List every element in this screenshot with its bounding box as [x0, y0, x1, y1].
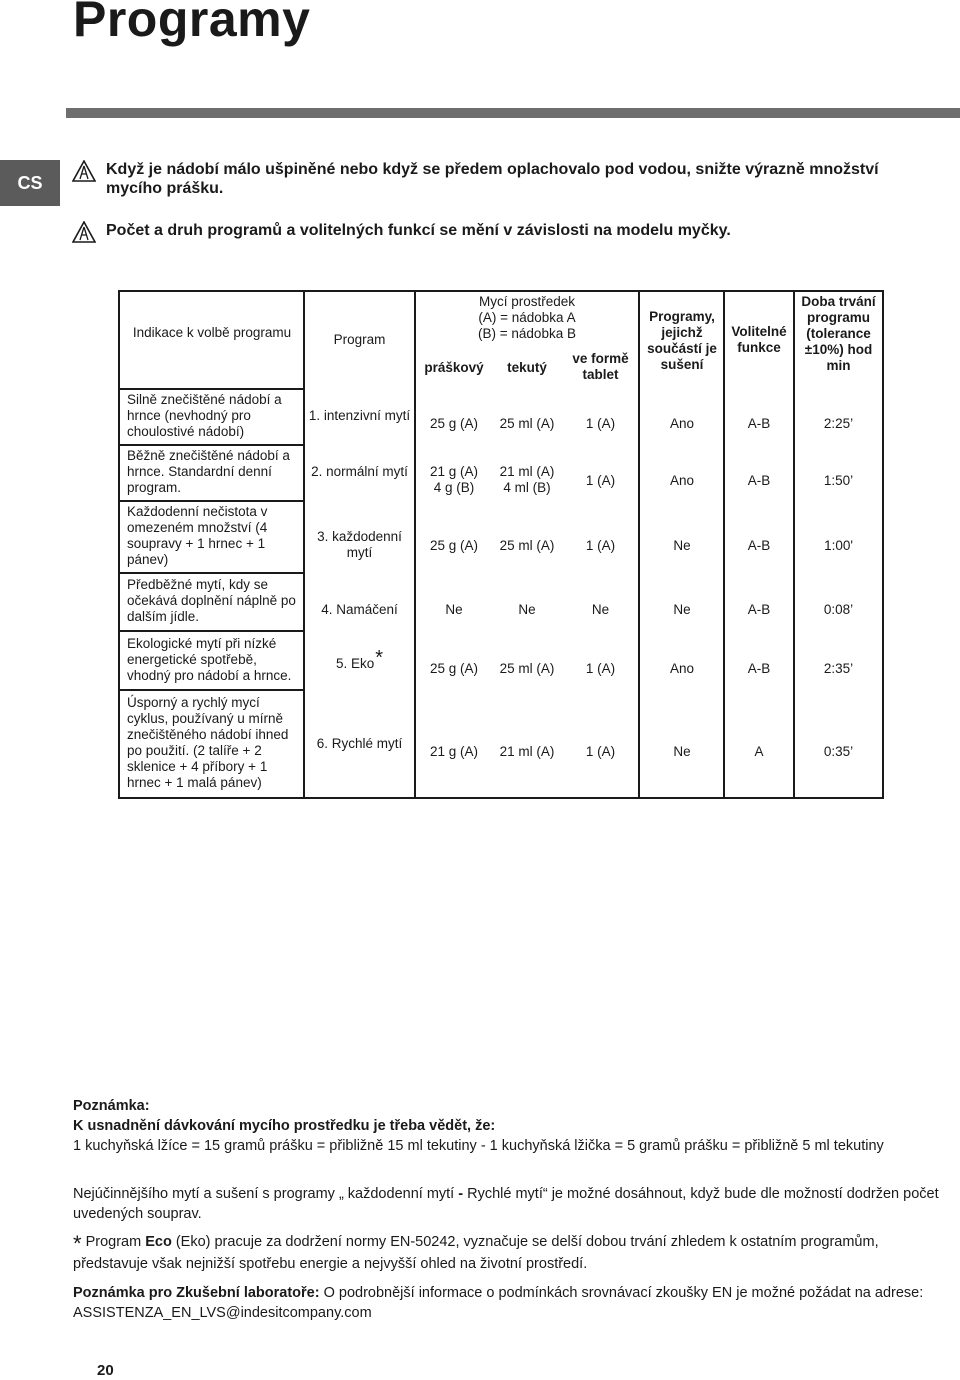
efficiency-paragraph [73, 1184, 943, 1224]
header-program: Program [333, 332, 386, 347]
header-optional: Volitelné funkce [731, 324, 787, 355]
row-drying: Ano [669, 473, 695, 488]
row-liquid: 25 ml (A) [499, 538, 555, 553]
header-tablet: ve formě tablet [572, 351, 629, 382]
row-program [306, 647, 413, 672]
eco-paragraph [73, 1232, 943, 1274]
row-separator [120, 630, 304, 632]
row-indication: Silně znečištěné nádobí a hrnce (nevhodný pro choulostivé nádobí) [127, 392, 282, 439]
row-tablet: 1 (A) [585, 416, 616, 431]
row-liquid: Ne [518, 602, 536, 617]
language-tab: CS [0, 160, 60, 206]
row-optional: A-B [747, 538, 771, 553]
row-program: 3. každodenní mytí [317, 529, 402, 560]
page-number: 20 [97, 1362, 114, 1379]
title-underline-bar [66, 108, 960, 118]
eco-bold: Eco [145, 1234, 172, 1250]
row-optional: A [754, 744, 764, 759]
warning-note-programs [72, 221, 892, 240]
row-liquid: 21 ml (A) 4 ml (B) [499, 464, 555, 495]
efficiency-dash: - [458, 1186, 464, 1202]
warning-triangle-icon [72, 221, 96, 243]
eco-text-a: Program [85, 1234, 146, 1250]
row-tablet: 1 (A) [585, 538, 616, 553]
header-detergent: Mycí prostředek (A) = nádobka A (B) = nádobka B [478, 294, 576, 341]
row-program: 1. intenzivní mytí [308, 408, 411, 423]
note-block [73, 1096, 943, 1156]
header-duration: Doba trvání programu (tolerance ±10%) hod min [801, 294, 876, 373]
row-duration: 1:50’ [823, 473, 854, 488]
row-separator [120, 689, 304, 691]
page-title: Programy [73, 0, 311, 47]
note-heading: Poznámka: [73, 1098, 150, 1114]
row-duration: 1:00' [824, 538, 853, 553]
row-duration: 0:35’ [823, 744, 854, 759]
row-drying: Ne [673, 602, 691, 617]
header-drying: Programy, jejichž součástí je sušení [647, 309, 717, 372]
row-separator [120, 444, 304, 446]
row-powder: Ne [445, 602, 463, 617]
row-indication: Ekologické mytí při nízké energetické spotřebě, vhodný pro nádobí a hrnce. [127, 636, 292, 683]
row-optional: A-B [747, 416, 771, 431]
row-indication: Každodenní nečistota v omezeném množství (4 soupravy + 1 hrnec + 1 pánev) [127, 504, 268, 567]
eco-asterisk: * [375, 647, 384, 669]
row-powder: 21 g (A) [429, 744, 479, 759]
row-indication: Úsporný a rychlý mycí cyklus, používaný u mírně znečištěného nádobí ihned po použití. (2 talíře + 2 sklenice + 4 příbory + 1 hrnec + 1 malá pánev) [127, 695, 289, 790]
header-liquid: tekutý [507, 360, 547, 375]
row-duration: 2:25’ [823, 416, 854, 431]
dosing-text: 1 kuchyňská lžíce = 15 gramů prášku = přibližně 15 ml tekutiny - 1 kuchyňská lžička = 5 gramů prášku = přibližně 5 ml tekutiny [73, 1138, 884, 1154]
dosing-heading: K usnadnění dávkování mycího prostředku je třeba vědět, že: [73, 1118, 496, 1134]
row-program: 2. normální mytí [311, 464, 408, 479]
row-separator [120, 500, 304, 502]
warning-text: Počet a druh programů a volitelných funkcí se mění v závislosti na modelu myčky. [106, 222, 731, 239]
lab-heading: Poznámka pro Zkušební laboratoře: [73, 1285, 320, 1301]
row-tablet: 1 (A) [585, 473, 616, 488]
row-indication: Předběžné mytí, kdy se očekává doplnění náplně po dalším jídle. [127, 577, 296, 624]
efficiency-text-b: Rychlé mytí“ je možné dosáhnout, když bude dle možností dodržen počet uvedených souprav. [73, 1186, 939, 1222]
warning-triangle-icon [72, 160, 96, 182]
row-drying: Ano [669, 416, 695, 431]
row-indication: Běžně znečištěné nádobí a hrnce. Standardní denní program. [127, 448, 290, 495]
efficiency-text-a: Nejúčinnějšího mytí a sušení s programy „ každodenní mytí [73, 1186, 459, 1202]
row-duration: 2:35’ [823, 661, 854, 676]
warning-note-detergent [72, 160, 892, 198]
programs-table [118, 290, 884, 799]
row-optional: A-B [747, 661, 771, 676]
row-drying: Ne [673, 744, 691, 759]
warning-text: Když je nádobí málo ušpiněné nebo když se předem oplachovalo pod vodou, snižte výrazně množství mycího prášku. [106, 161, 879, 197]
program-label: 5. Eko [335, 656, 375, 671]
row-tablet: 1 (A) [585, 744, 616, 759]
row-program: 4. Namáčení [321, 602, 398, 617]
row-drying: Ano [669, 661, 695, 676]
row-program: 6. Rychlé mytí [316, 736, 403, 751]
row-liquid: 21 ml (A) [499, 744, 555, 759]
row-powder: 25 g (A) [429, 538, 479, 553]
row-powder: 25 g (A) [429, 416, 479, 431]
row-optional: A-B [747, 602, 771, 617]
row-separator [120, 572, 304, 574]
row-tablet: Ne [591, 602, 610, 617]
table-divider [303, 292, 305, 797]
row-duration: 0:08’ [823, 602, 854, 617]
row-drying: Ne [673, 538, 691, 553]
eco-asterisk: * [73, 1231, 82, 1256]
row-powder: 25 g (A) [429, 661, 479, 676]
lab-text: O podrobnější informace o podmínkách srovnávací zkoušky EN je možné požádat na adrese: ASSISTENZA_EN_LVS@indesitcompany.com [73, 1285, 924, 1321]
header-powder: práškový [424, 360, 484, 375]
row-liquid: 25 ml (A) [499, 416, 555, 431]
row-optional: A-B [747, 473, 771, 488]
row-liquid: 25 ml (A) [499, 661, 555, 676]
row-tablet: 1 (A) [585, 661, 616, 676]
header-indication: Indikace k volbě programu [132, 325, 292, 340]
eco-text-b: (Eko) pracuje za dodržení normy EN-50242, vyznačuje se delší dobou trvání zhledem k ostatním programům, představuje však nejnižší spotřebu energie a nejvyšší ohled na životní prostředí. [73, 1234, 879, 1272]
row-powder: 21 g (A) 4 g (B) [429, 464, 479, 495]
lab-paragraph [73, 1283, 943, 1323]
row-separator [120, 388, 304, 390]
